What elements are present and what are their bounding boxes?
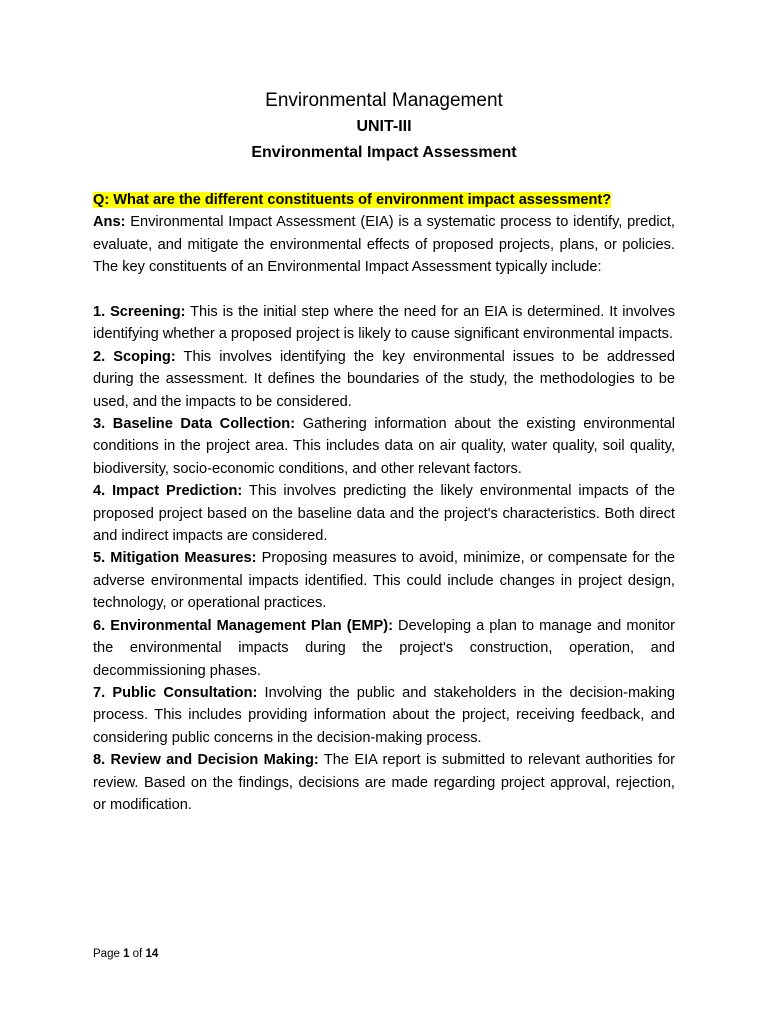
list-item	[93, 413, 675, 480]
item-text: Gathering information about the existing environmental conditions in the project area. This includes data on air quality, water quality, soil quality, biodiversity, socio-economic conditions, and other relevant factors.	[93, 416, 675, 477]
answer-text: Environmental Impact Assessment (EIA) is a systematic process to identify, predict, evaluate, and mitigate the environmental effects of proposed projects, plans, or policies. The key constituents of an Environmental Impact Assessment typically include:	[93, 214, 675, 276]
page-number: 1	[123, 948, 130, 960]
list-item	[93, 749, 675, 816]
title-block	[0, 88, 768, 166]
item-text: Involving the public and stakeholders in the decision-making process. This includes providing information about the project, receiving feedback, and considering public concerns in the decision-making process.	[93, 684, 675, 746]
answer-label: Ans:	[93, 214, 126, 231]
unit-heading: UNIT-III	[356, 118, 412, 135]
item-label: 2. Scoping:	[93, 348, 176, 365]
list-item	[93, 480, 675, 547]
item-text: This is the initial step where the need for an EIA is determined. It involves identifying whether a proposed project is likely to cause significant environmental impacts.	[93, 304, 675, 343]
item-text: This involves predicting the likely environmental impacts of the proposed project based on the baseline data and the project's characteristics. Both direct and indirect impacts are considered.	[93, 483, 675, 545]
item-label: 6. Environmental Management Plan (EMP):	[93, 617, 393, 634]
question-paragraph	[93, 189, 675, 211]
document-title: Environmental Management	[265, 90, 503, 111]
list-item	[93, 682, 675, 749]
total-pages: 14	[145, 948, 159, 960]
item-label: 3. Baseline Data Collection:	[93, 416, 296, 433]
item-label: 1. Screening:	[93, 304, 186, 321]
document-body	[93, 189, 675, 816]
item-text: Developing a plan to manage and monitor the environmental impacts during the project's construction, operation, and decommissioning phases.	[93, 617, 676, 679]
list-item	[93, 346, 675, 413]
question-highlight: Q: What are the different constituents of environment impact assessment?	[93, 192, 612, 208]
answer-paragraph	[93, 211, 675, 278]
item-label: 8. Review and Decision Making:	[93, 752, 319, 769]
item-text: Proposing measures to avoid, minimize, or compensate for the adverse environmental impacts identified. This could include changes in project design, technology, or operational practices.	[93, 550, 676, 612]
item-label: 4. Impact Prediction:	[93, 483, 243, 500]
list-item	[93, 547, 675, 614]
paragraph-spacer	[93, 279, 675, 301]
item-text: This involves identifying the key environmental issues to be addressed during the assessment. It defines the boundaries of the study, the methodologies to be used, and the impacts to be considered.	[93, 348, 675, 410]
page-footer	[93, 946, 158, 962]
item-label: 7. Public Consultation:	[93, 684, 258, 701]
item-text: The EIA report is submitted to relevant authorities for review. Based on the findings, decisions are made regarding project approval, rejection, or modification.	[93, 752, 675, 813]
section-subtitle: Environmental Impact Assessment	[251, 144, 517, 161]
list-item	[93, 615, 675, 682]
of-label: of	[129, 948, 146, 960]
item-label: 5. Mitigation Measures:	[93, 550, 257, 567]
list-item	[93, 301, 675, 346]
page-label: Page	[93, 948, 124, 960]
